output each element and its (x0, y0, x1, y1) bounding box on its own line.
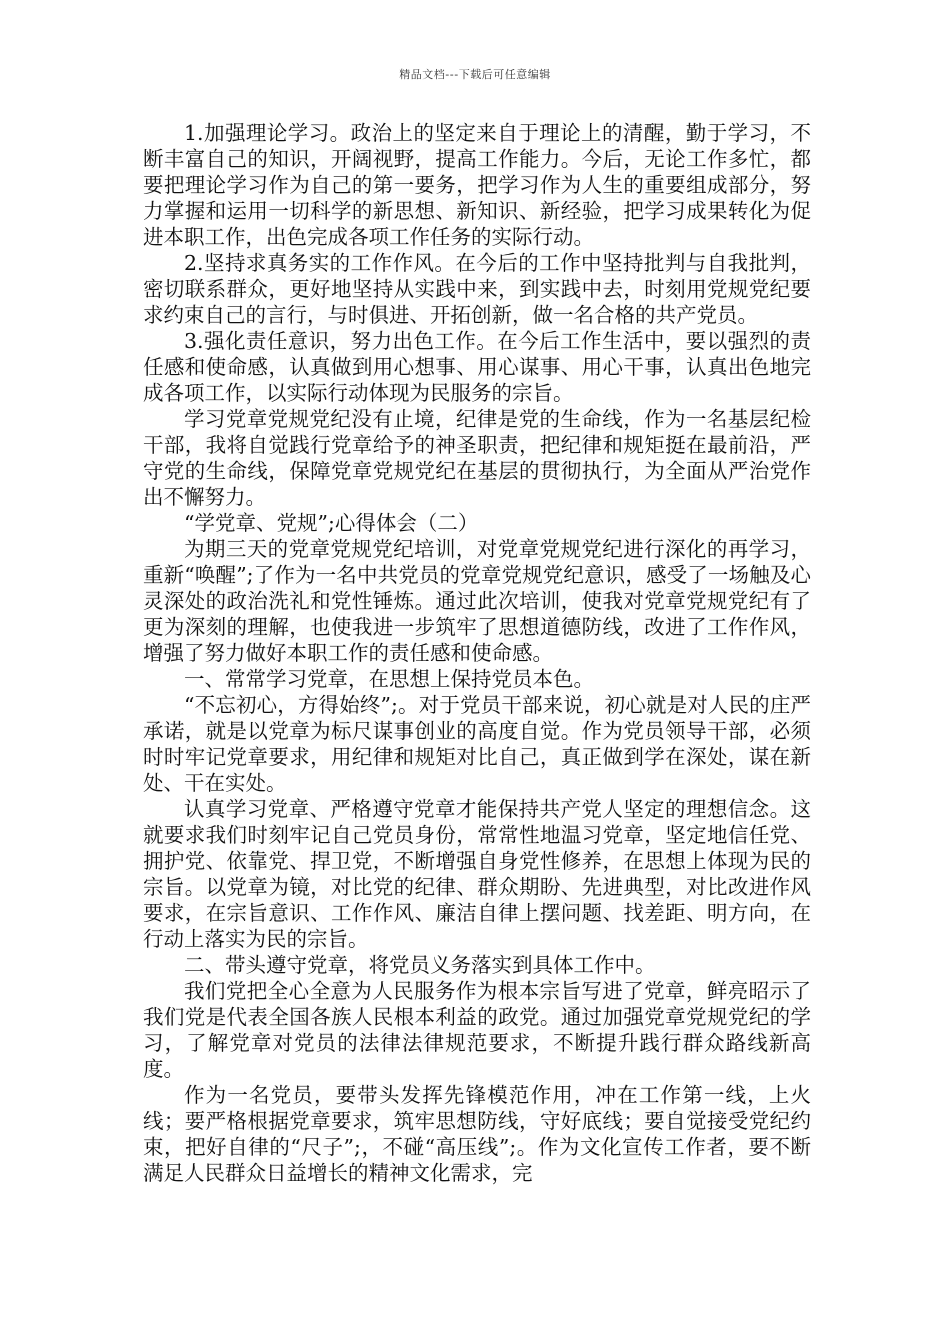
paragraph-vanguard: 作为一名党员，要带头发挥先锋模范作用，冲在工作第一线，上火线；要严格根据党章要求，筑牢思想防线，守好底线；要自觉接受党纪约束，把好自律的“尺子”;，不碰“高压线”;。作为文化宣传工作者，要不断满足人民群众日益增长的精神文化需求，完 (143, 1083, 811, 1185)
paragraph-responsibility: 3.强化责任意识，努力出色工作。在今后工作生活中，要以强烈的责任感和使命感，认真做到用心想事、用心谋事、用心干事，认真出色地完成各项工作，以实际行动体现为民服务的宗旨。 (143, 329, 811, 405)
paragraph-study-constitution: 认真学习党章、严格遵守党章才能保持共产党人坚定的理想信念。这就要求我们时刻牢记自己党员身份，常常性地温习党章，坚定地信任党、拥护党、依靠党、捍卫党，不断增强自身党性修养，在思想上体现为民的宗旨。以党章为镜，对比党的纪律、群众期盼、先进典型，对比改进作风要求，在宗旨意识、工作作风、廉洁自律上摆问题、找差距、明方向，在行动上落实为民的宗旨。 (143, 797, 811, 951)
paragraph-training: 为期三天的党章党规党纪培训，对党章党规党纪进行深化的再学习，重新“唤醒”;了作为一名中共党员的党章党规党纪意识，感受了一场触及心灵深处的政治洗礼和党性锤炼。通过此次培训，使我对党章党规党纪有了更为深刻的理解，也使我进一步筑牢了思想道德防线，改进了工作作风，增强了努力做好本职工作的责任感和使命感。 (143, 537, 811, 665)
document-body (143, 120, 811, 1186)
paragraph-discipline: 学习党章党规党纪没有止境，纪律是党的生命线，作为一名基层纪检干部，我将自觉践行党章给予的神圣职责，把纪律和规矩挺在最前沿，严守党的生命线，保障党章党规党纪在基层的贯彻执行，为全面从严治党作出不懈努力。 (143, 407, 811, 509)
page-header: 精品文档---下载后可任意编辑 (399, 68, 551, 81)
paragraph-theory-study: 1.加强理论学习。政治上的坚定来自于理论上的清醒，勤于学习，不断丰富自己的知识，开阔视野，提高工作能力。今后，无论工作多忙，都要把理论学习作为自己的第一要务，把学习作为人生的重要组成部分，努力掌握和运用一切科学的新思想、新知识、新经验，把学习成果转化为促进本职工作，出色完成各项工作任务的实际行动。 (143, 121, 811, 249)
paragraph-serve-people: 我们党把全心全意为人民服务作为根本宗旨写进了党章，鲜亮昭示了我们党是代表全国各族人民根本利益的政党。通过加强党章党规党纪的学习，了解党章对党员的法律法律规范要求，不断提升践行群众路线新高度。 (143, 979, 811, 1081)
paragraph-original-aspiration: “不忘初心，方得始终”;。对于党员干部来说，初心就是对人民的庄严承诺，就是以党章为标尺谋事创业的高度自觉。作为党员领导干部，必须时时牢记党章要求，用纪律和规矩对比自己，真正做到学在深处，谋在新处、干在实处。 (143, 693, 811, 795)
subheading-two: 二、带头遵守党章，将党员义务落实到具体工作中。 (184, 953, 656, 977)
subheading-one: 一、常常学习党章，在思想上保持党员本色。 (184, 667, 594, 691)
paragraph-work-style: 2.坚持求真务实的工作作风。在今后的工作中坚持批判与自我批判，密切联系群众，更好地坚持从实践中来，到实践中去，时刻用党规党纪要求约束自己的言行，与时俱进、开拓创新，做一名合格的共产党员。 (143, 251, 811, 327)
section-title-part-two: “学党章、党规”;心得体会（二） (184, 511, 479, 535)
